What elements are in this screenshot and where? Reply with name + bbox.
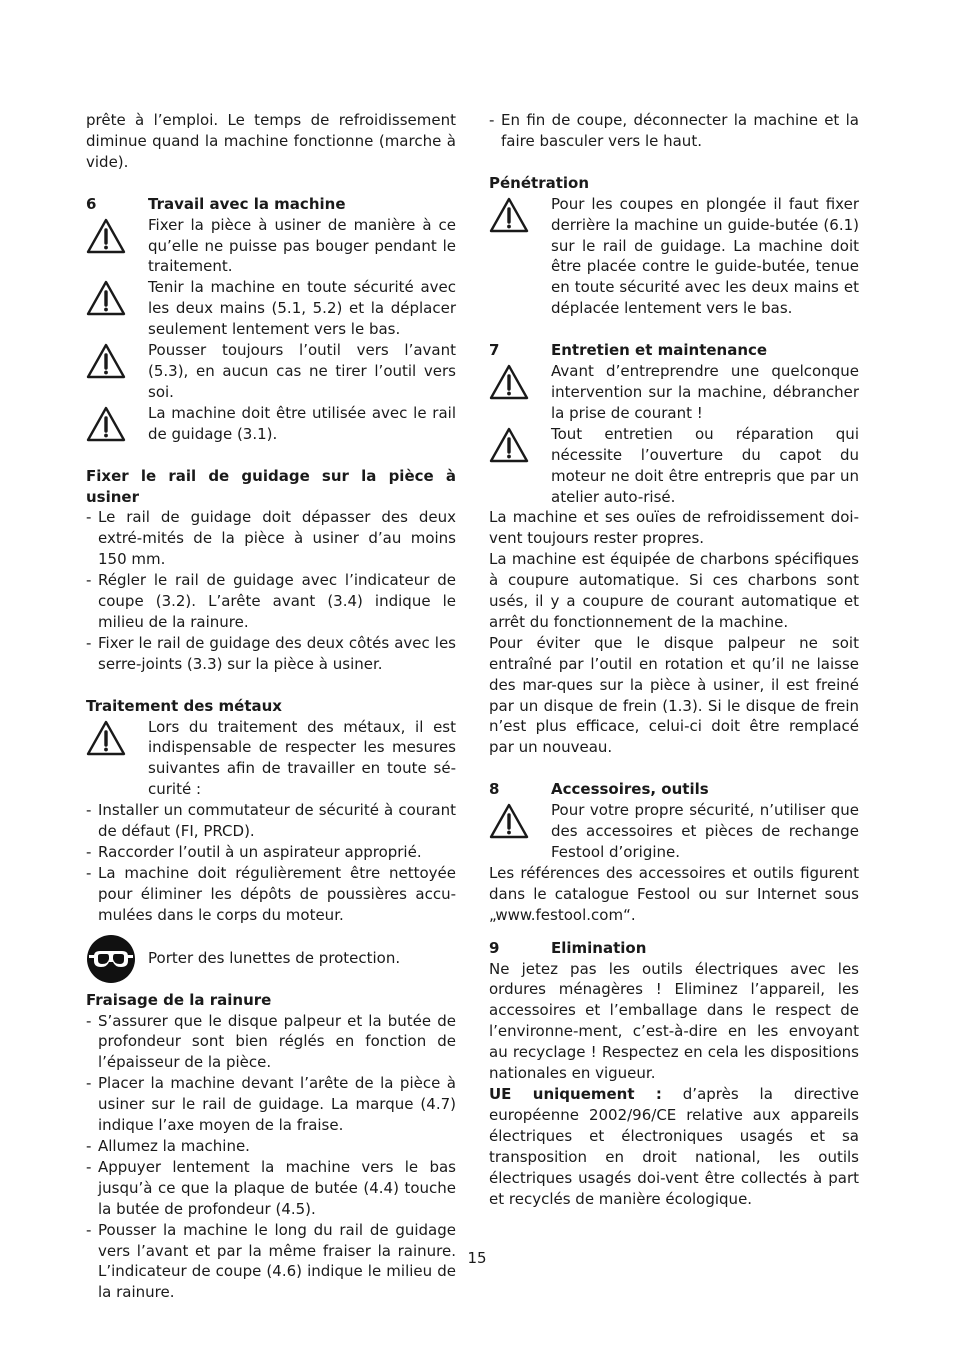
- warning-text: Pousser toujours l’outil vers l’avant (5.3), en aucun cas ne tirer l’outil vers soi.: [148, 341, 456, 401]
- rail-list: [86, 507, 456, 674]
- safety-goggles-icon: [86, 934, 148, 984]
- warning-triangle-icon: [86, 403, 148, 442]
- warning-text: Fixer la pièce à usiner de manière à ce qu’elle ne puisse pas bouger pendant le traitement.: [148, 215, 456, 276]
- section-8-heading: [489, 779, 859, 800]
- list-item: - Le rail de guidage doit dépasser des deux extré-mités de la pièce à usiner d’au moins 150 mm.: [86, 507, 456, 570]
- section-7-heading: [489, 340, 859, 361]
- warning-text: Lors du traitement des métaux, il est indispensable de respecter les mesures suivantes afin de travailler en toute sé-curité :: [148, 717, 456, 799]
- warning-triangle-icon: [489, 194, 551, 233]
- goggles-notice: [86, 934, 456, 984]
- section-title: Travail avec la machine: [148, 194, 346, 213]
- penetration-heading: Pénétration: [489, 173, 590, 192]
- warning-text: Pour votre propre sécurité, n’utiliser que des accessoires et pièces de rechange Festool d’origine.: [551, 801, 859, 861]
- warning-text: Tenir la machine en toute sécurité avec les deux mains (5.1, 5.2) et la déplacer seulement lentement vers le bas.: [148, 278, 456, 339]
- warning-triangle-icon: [86, 277, 148, 316]
- warning-block: [86, 277, 456, 340]
- eu-text: d’après la directive européenne 2002/96/CE relative aux appareils électriques et électroniques usagés et sa transposition en droit national, les outils électriques usagés doi-vent être collectés à part et recyclés de manière écologique.: [489, 1084, 859, 1208]
- warning-block: [489, 424, 859, 508]
- list-item: - Régler le rail de guidage avec l’indicateur de coupe (3.2). L’arête avant (3.4) indique le milieu de la rainure.: [86, 570, 456, 633]
- rail-heading: Fixer le rail de guidage sur la pièce à usiner: [86, 466, 456, 506]
- intro-paragraph: prête à l’emploi. Le temps de refroidissement diminue quand la machine fonctionne (marche à vide).: [86, 111, 456, 171]
- section-6-heading: [86, 194, 456, 215]
- page-number: 15: [467, 1249, 487, 1267]
- warning-triangle-icon: [86, 340, 148, 379]
- list-item: - La machine doit régulièrement être nettoyée pour éliminer les dépôts de poussières accu-mulées dans le corps du moteur.: [86, 863, 456, 926]
- goggles-text: Porter des lunettes de protection.: [148, 949, 401, 968]
- right-column: [489, 110, 859, 1209]
- warning-block: [86, 215, 456, 278]
- list-item: - Installer un commutateur de sécurité à courant de défaut (FI, PRCD).: [86, 800, 456, 842]
- warning-text: La machine doit être utilisée avec le rail de guidage (3.1).: [148, 403, 456, 443]
- list-item: - Pousser la machine le long du rail de guidage vers l’avant et par la même fraiser la rainure. L’indicateur de coupe (4.6) indique le milieu de la rainure.: [86, 1220, 456, 1304]
- section-number: 7: [489, 341, 500, 360]
- left-column: [86, 110, 456, 1303]
- section-number: 6: [86, 194, 97, 213]
- section-number: 8: [489, 780, 500, 799]
- list-item: - Fixer le rail de guidage des deux côtés avec les serre-joints (3.3) sur la pièce à usiner.: [86, 633, 456, 675]
- warning-text: Pour les coupes en plongée il faut fixer derrière la machine un guide-butée (6.1) sur le rail de guidage. La machine doit être placée contre le guide-butée, tenue en toute sécurité avec les deux mains et déplacée lentement vers le bas.: [551, 194, 859, 318]
- groove-heading: Fraisage de la rainure: [86, 990, 272, 1009]
- warning-triangle-icon: [489, 800, 551, 839]
- warning-block: [489, 800, 859, 863]
- warning-triangle-icon: [489, 361, 551, 400]
- warning-triangle-icon: [86, 717, 148, 756]
- warning-triangle-icon: [489, 424, 551, 463]
- warning-text: Avant d’entreprendre une quelconque intervention sur la machine, débrancher la prise de courant !: [551, 362, 859, 422]
- eu-paragraph: [489, 1084, 859, 1209]
- metal-heading: Traitement des métaux: [86, 696, 282, 715]
- list-item: - En fin de coupe, déconnecter la machine et la faire basculer vers le haut.: [489, 110, 859, 152]
- section-title: Elimination: [551, 938, 647, 957]
- warning-block: [489, 194, 859, 319]
- section-title: Entretien et maintenance: [551, 341, 768, 360]
- section-number: 9: [489, 938, 500, 957]
- warning-block: [86, 403, 456, 445]
- paragraph: Ne jetez pas les outils électriques avec les ordures ménagères ! Eliminez l’appareil, les accessoires et l’emballage dans le respect de l’environne-ment, c’est-à-dire en les envoyant au recyclage ! Respectez en cela les dispositions nationales en vigueur.: [489, 959, 859, 1083]
- list-item: - Raccorder l’outil à un aspirateur approprié.: [86, 842, 456, 863]
- paragraph: La machine et ses ouïes de refroidissement doi-vent toujours rester propres.: [489, 508, 859, 548]
- eu-label: UE uniquement :: [489, 1084, 662, 1103]
- list-item: - Appuyer lentement la machine vers le bas jusqu’à ce que la plaque de butée (4.4) touche la butée de profondeur (4.5).: [86, 1157, 456, 1220]
- paragraph: La machine est équipée de charbons spécifiques à coupure automatique. Si ces charbons sont usés, il y a coupure de courant automatique et arrêt du fonctionnement de la machine.: [489, 550, 859, 631]
- list-item: - Placer la machine devant l’arête de la pièce à usiner sur le rail de guidage. La marque (4.7) indique l’axe moyen de la fraise.: [86, 1073, 456, 1136]
- list-item: - Allumez la machine.: [86, 1136, 456, 1157]
- warning-block: [489, 361, 859, 424]
- warning-triangle-icon: [86, 215, 148, 254]
- section-title: Accessoires, outils: [551, 780, 709, 799]
- section-9-heading: [489, 938, 859, 959]
- metal-list: [86, 800, 456, 925]
- warning-block: [86, 717, 456, 801]
- warning-text: Tout entretien ou réparation qui nécessite l’ouverture du capot du moteur ne doit être entrepris que par un atelier auto-risé.: [551, 424, 859, 506]
- warning-block: [86, 340, 456, 403]
- paragraph: Pour éviter que le disque palpeur ne soit entraîné par l’outil en rotation et qu’il ne laisse des mar-ques sur la pièce à usiner, il est freiné par un disque de frein (1.3). Si le disque de frein n’est plus efficace, celui-ci doit être remplacé par un nouveau.: [489, 633, 859, 757]
- list-item: - S’assurer que le disque palpeur et la butée de profondeur sont bien réglés en fonction de l’épaisseur de la pièce.: [86, 1011, 456, 1074]
- end-list: [489, 110, 859, 152]
- paragraph: Les références des accessoires et outils figurent dans le catalogue Festool ou sur Internet sous „www.festool.com“.: [489, 863, 859, 924]
